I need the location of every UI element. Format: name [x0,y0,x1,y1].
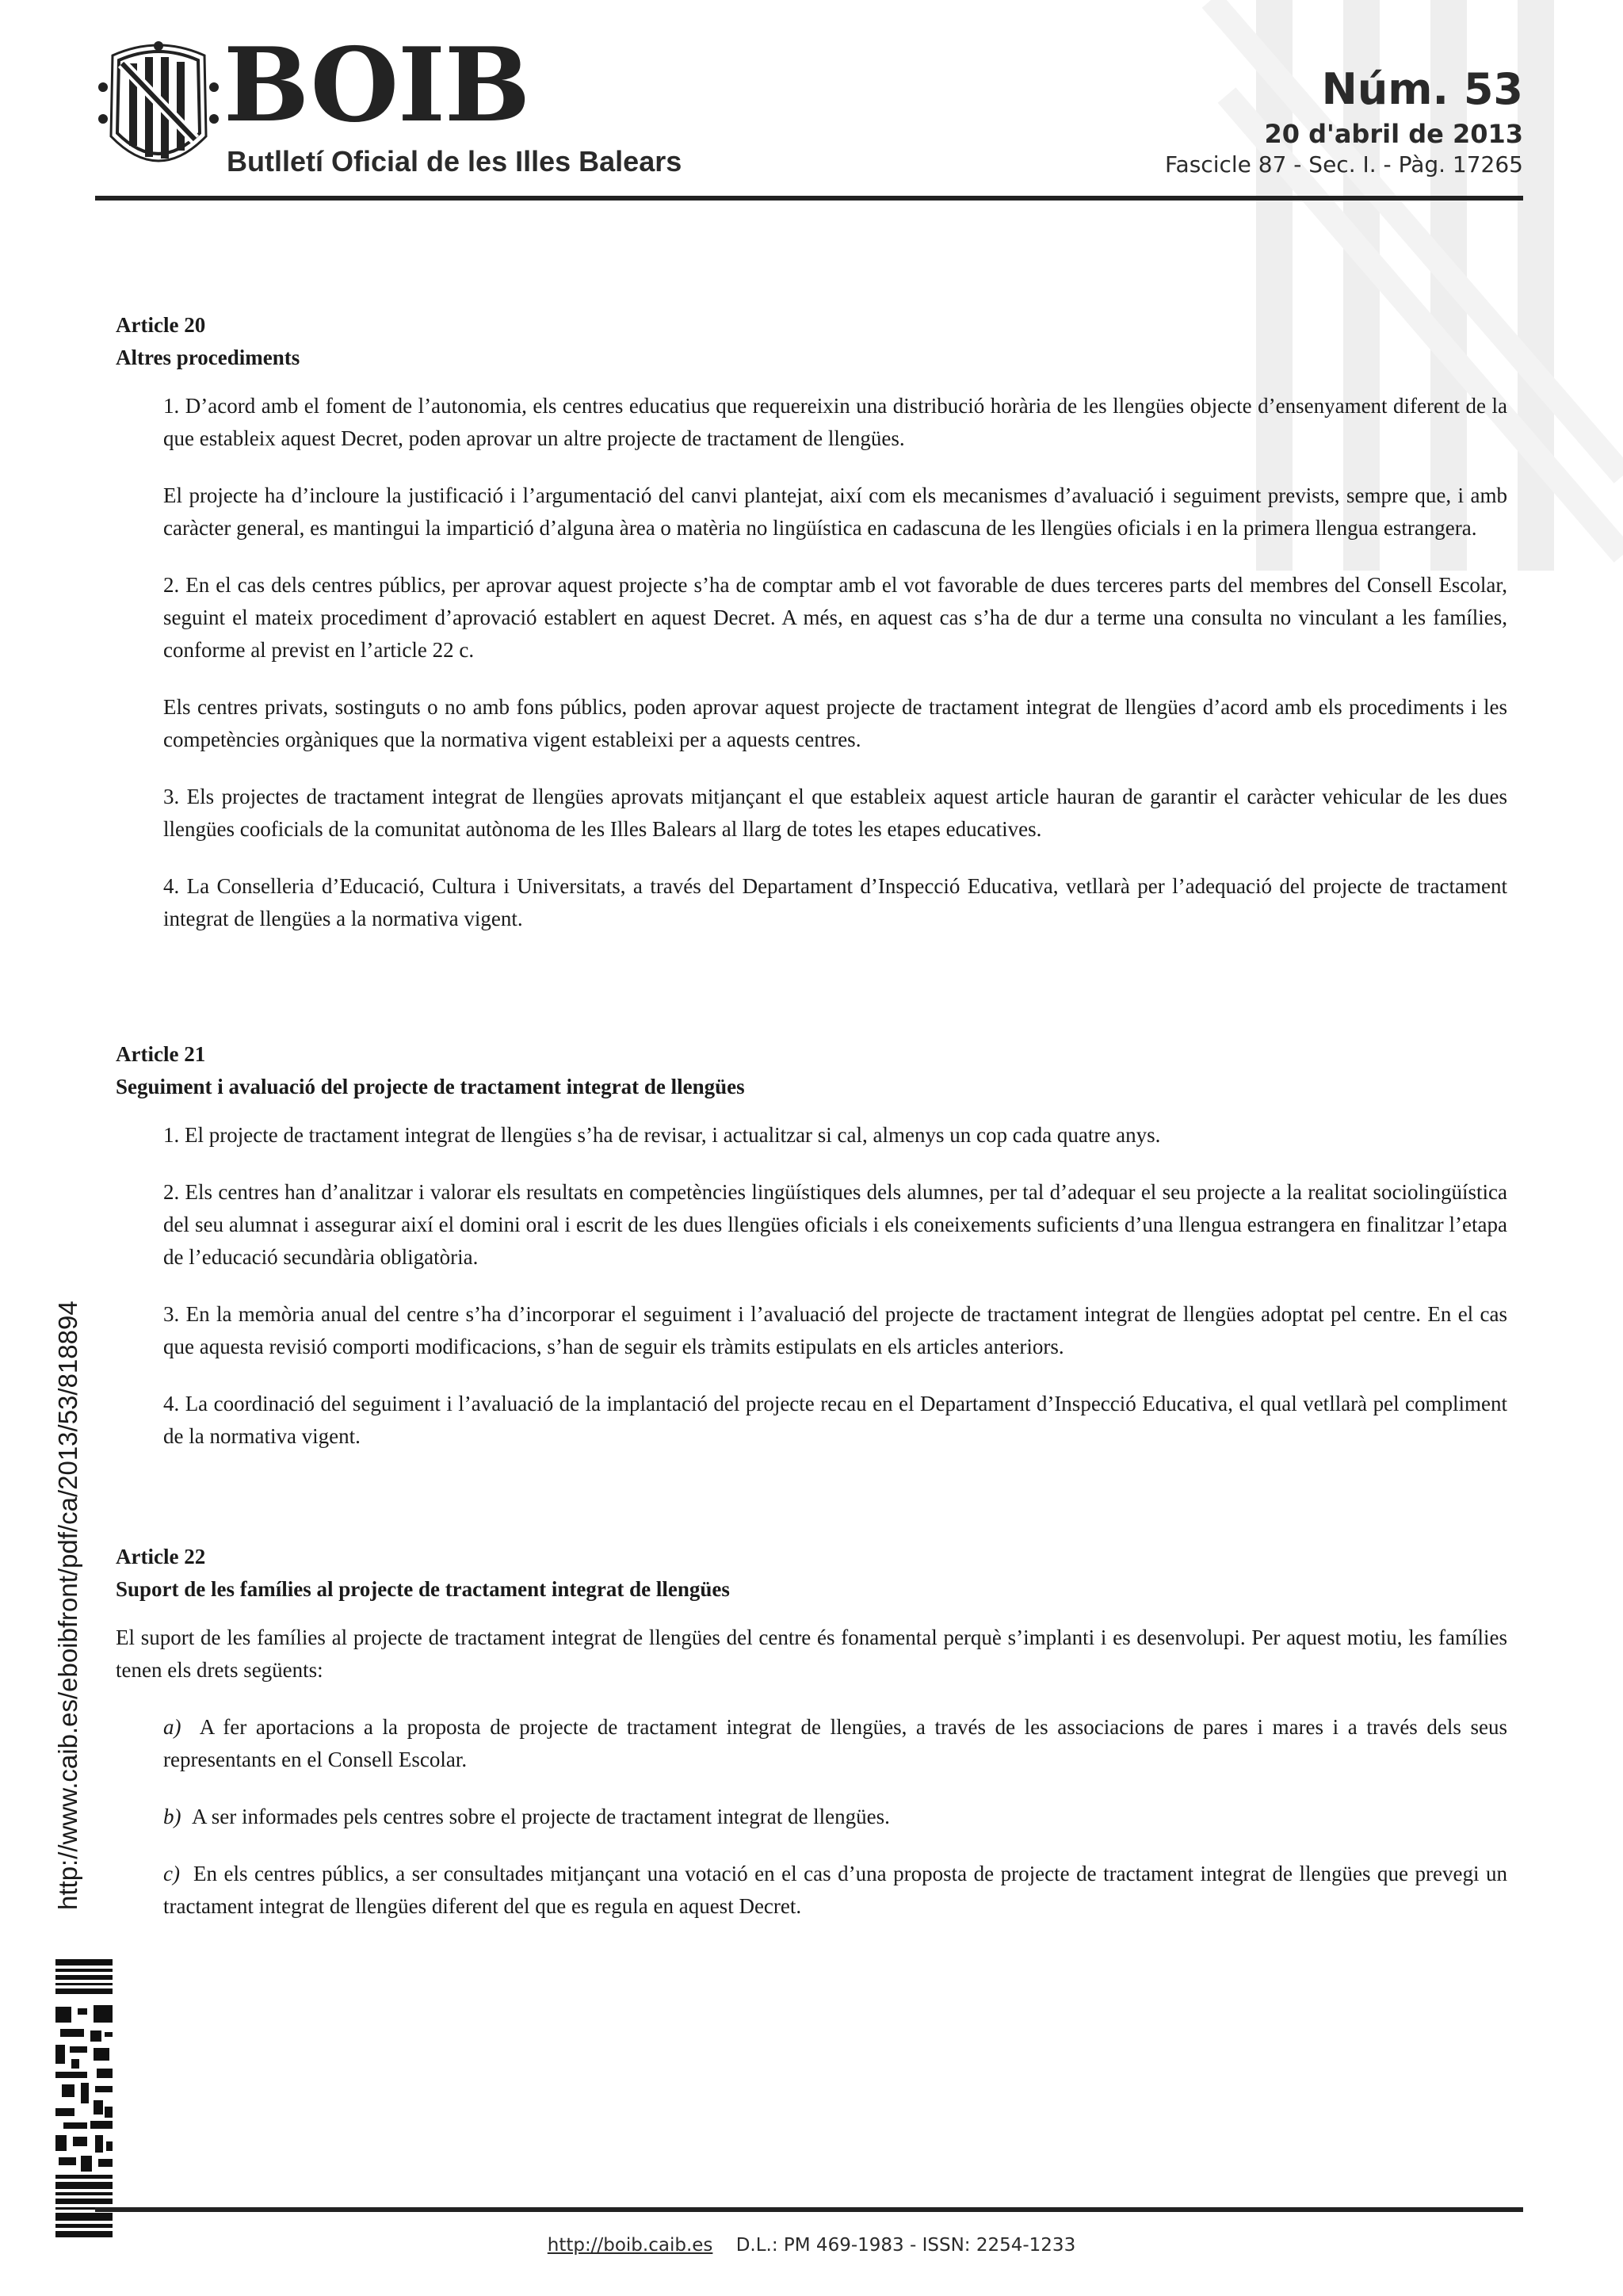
fascicle-page: Fascicle 87 - Sec. I. - Pàg. 17265 [1165,151,1523,178]
item-text: A fer aportacions a la proposta de projecte de tractament integrat de llengües, a través de les associacions de pares i mares i a través dels seus representants en el Consell Escolar. [163,1715,1507,1771]
paragraph: 4. La coordinació del seguiment i l’avaluació de la implantació del projecte recau en el Departament d’Inspecció Educativa, el qual vetllarà pel compliment de la normativa vigent. [163,1392,1507,1448]
article-21 [116,1038,1507,1453]
paragraph: 3. En la memòria anual del centre s’ha d’incorporar el seguiment i l’avaluació del projecte de tractament integrat de llengües adoptat pel centre. En el cas que aquesta revisió comporti modificacions, s’han de seguir els tràmits estipulats en els articles anteriors. [163,1302,1507,1358]
qr-code-icon [55,1959,113,2244]
paragraph: El suport de les famílies al projecte de tractament integrat de llengües del centre és fonamental perquè s’implanti i es desenvolupi. Per aquest motiu, les famílies tenen els drets següents: [116,1626,1507,1682]
document-url-vertical[interactable]: http://www.caib.es/eboibfront/pdf/ca/2013/53/818894 [53,1301,82,1910]
paragraph: 4. La Conselleria d’Educació, Cultura i Universitats, a través del Departament d’Inspecció Educativa, vetllarà per l’adequació del projecte de tractament integrat de llengües a la normativa vigent. [163,874,1507,930]
footer-legal: D.L.: PM 469-1983 - ISSN: 2254-1233 [735,2235,1076,2256]
article-title: Altres procediments [116,346,300,369]
list-item [163,1801,1507,1833]
article-number: Article 22 [116,1545,206,1568]
item-letter: a) [163,1715,181,1739]
footer [0,2233,1623,2257]
paragraph: 1. D’acord amb el foment de l’autonomia, els centres educatius que requereixin una distribució horària de les llengües objecte d’ensenyament diferent de la que estableix aquest Decret, poden aprovar un altre projecte de tractament de llengües. [163,394,1507,450]
list-item [163,1858,1507,1923]
article-number: Article 21 [116,1042,206,1066]
item-letter: c) [163,1862,180,1885]
list-item [163,1711,1507,1776]
article-title: Seguiment i avaluació del projecte de tractament integrat de llengües [116,1075,745,1098]
brand-subtitle: Butlletí Oficial de les Illes Balears [227,145,682,178]
article-20 [116,309,1507,935]
brand-title: BOIB [223,26,530,145]
footer-website-link[interactable]: http://boib.caib.es [547,2235,713,2256]
issue-number: Núm. 53 [1321,64,1523,114]
item-text: En els centres públics, a ser consultades mitjançant una votació en el cas d’una proposta de projecte de tractament integrat de llengües que prevegi un tractament integrat de llengües diferent del que es regula en aquest Decret. [163,1862,1507,1918]
footer-rule [95,2207,1523,2212]
document-body [116,309,1507,1947]
paragraph: Els centres privats, sostinguts o no amb fons públics, poden aprovar aquest projecte de tractament integrat de llengües d’acord amb els procediments i les competències orgàniques que la normativa vigent estableixi per a aquests centres. [163,695,1507,751]
paragraph: 3. Els projectes de tractament integrat de llengües aprovats mitjançant el que estableix aquest article hauran de garantir el caràcter vehicular de les dues llengües cooficials de la comunitat autònoma de les Illes Balears al llarg de totes les etapes educatives. [163,785,1507,841]
item-letter: b) [163,1805,181,1828]
paragraph: 1. El projecte de tractament integrat de llengües s’ha de revisar, i actualitzar si cal, almenys un cop cada quatre anys. [163,1123,1161,1147]
article-number: Article 20 [116,313,206,337]
article-title: Suport de les famílies al projecte de tractament integrat de llengües [116,1577,730,1601]
article-22 [116,1541,1507,1923]
paragraph: El projecte ha d’incloure la justificació i l’argumentació del canvi plantejat, així com els mecanismes d’avaluació i seguiment prevists, sempre que, i amb caràcter general, es mantingui la impartició d’alguna àrea o matèria no lingüística en cadascuna de les llengües oficials i en la primera llengua estrangera. [163,483,1507,540]
header-rule [95,196,1523,201]
paragraph: 2. Els centres han d’analitzar i valorar els resultats en competències lingüístiques dels alumnes, per tal d’adequar el seu projecte a la realitat sociolingüística del seu alumnat i assegurar així el domini oral i escrit de les dues llengües oficials i els coneixements suficients d’una llengua estrangera en finalitzar l’etapa de l’educació secundària obligatòria. [163,1180,1507,1269]
issue-date: 20 d'abril de 2013 [1264,119,1523,149]
paragraph: 2. En el cas dels centres públics, per aprovar aquest projecte s’ha de comptar amb el vot favorable de dues terceres parts del membres del Consell Escolar, seguint el mateix procediment d’aprovació establert en aquest Decret. A més, en aquest cas s’ha de dur a terme una consulta no vinculant a les famílies, conforme al previst en l’article 22 c. [163,573,1507,662]
balearic-coat-of-arms-logo [95,40,222,179]
item-text: A ser informades pels centres sobre el projecte de tractament integrat de llengües. [192,1805,890,1828]
